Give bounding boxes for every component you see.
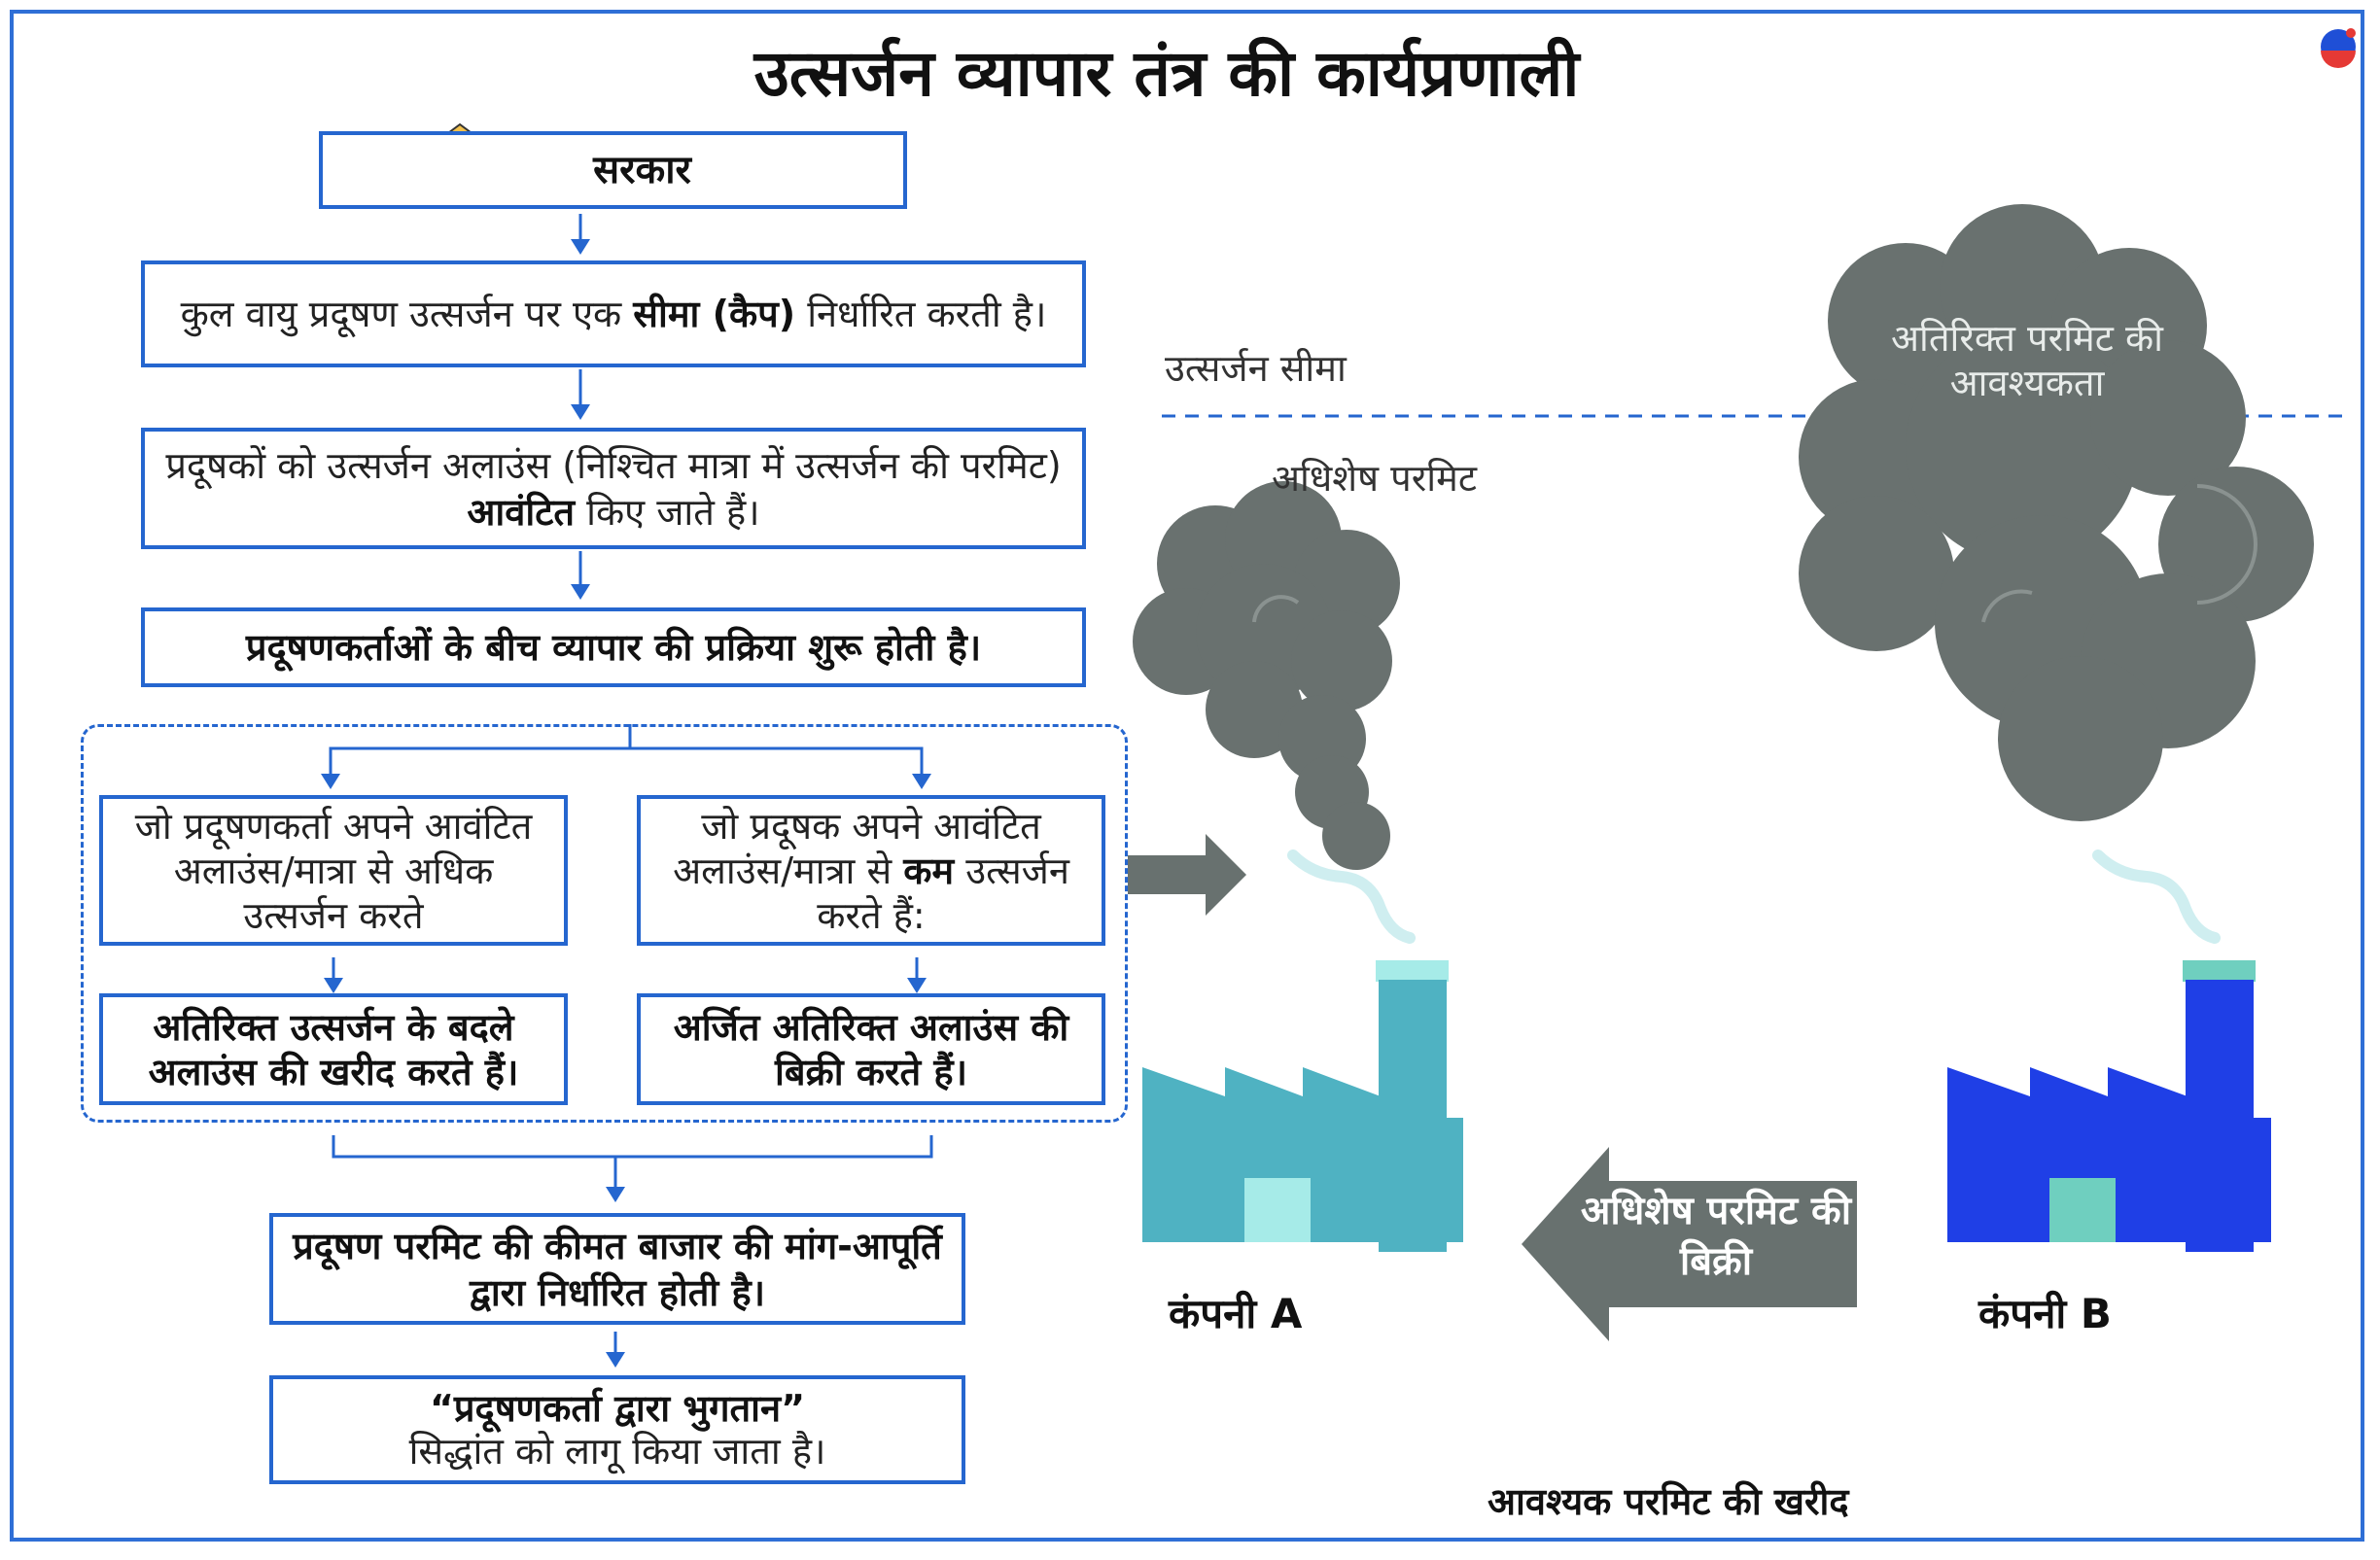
- company-b-label: कंपनी B: [1978, 1290, 2112, 1337]
- sell-text: अर्जित अतिरिक्त अलाउंस की बिक्री करते हैं।: [673, 1005, 1069, 1093]
- sale-arrow-label: अधिशेष परमिट की बिक्री: [1580, 1189, 1852, 1284]
- price-box: [269, 1213, 965, 1325]
- sell-box: [637, 993, 1105, 1105]
- less-emitter-box: [637, 795, 1105, 946]
- government-label: सरकार: [593, 148, 691, 192]
- purchase-caption: आवश्यक परमिट की खरीद: [1488, 1480, 1849, 1523]
- ppp-rest: सिद्धांत को लागू किया जाता है।: [408, 1430, 826, 1473]
- buy-text: अतिरिक्त उत्सर्जन के बदले अलाउंस की खरीद करते हैं।: [148, 1005, 519, 1093]
- government-box: [319, 131, 907, 209]
- more-emitter-box: [99, 795, 568, 946]
- smoke-cloud-b: [1799, 204, 2314, 821]
- cap-box: [141, 260, 1086, 367]
- page-title: उत्सर्जन व्यापार तंत्र की कार्यप्रणाली: [753, 36, 1580, 111]
- cap-text: कुल वायु प्रदूषण उत्सर्जन पर एक सीमा (कैप) निर्धारित करती है।: [180, 293, 1047, 335]
- allotment-box: [141, 428, 1086, 549]
- more-emitter-text: जो प्रदूषणकर्ता अपने आवंटित अलाउंस/मात्रा से अधिक उत्सर्जन करते: [134, 804, 533, 937]
- company-a-label: कंपनी A: [1169, 1290, 1303, 1337]
- brand-logo-icon: [2321, 28, 2356, 68]
- ppp-box: [269, 1375, 965, 1484]
- ppp-quote: “प्रदूषणकर्ता द्वारा भुगतान”: [429, 1387, 806, 1430]
- factory-a-icon: [1142, 960, 1463, 1252]
- price-text: प्रदूषण परमिट की कीमत बाजार की मांग-आपूर्ति द्वारा निर्धारित होती है।: [293, 1224, 942, 1314]
- right-arrow-icon: [1128, 834, 1246, 916]
- trading-box: [141, 607, 1086, 687]
- buy-box: [99, 993, 568, 1105]
- surplus-permit-label: अधिशेष परमिट: [1272, 457, 1477, 500]
- less-emitter-text: जो प्रदूषक अपने आवंटित अलाउंस/मात्रा से कम उत्सर्जन करते हैं:: [673, 804, 1069, 937]
- emission-limit-label: उत्सर्जन सीमा: [1165, 347, 1347, 390]
- smoke-cloud-a: [1133, 481, 1400, 870]
- allotment-text: प्रदूषकों को उत्सर्जन अलाउंस (निश्चित मात्रा में उत्सर्जन की परमिट) आवंटित किए जाते हैं।: [165, 443, 1062, 534]
- factory-b-icon: [1947, 960, 2271, 1252]
- trading-text: प्रदूषणकर्ताओं के बीच व्यापार की प्रक्रिया शुरू होती है।: [245, 626, 982, 669]
- extra-permit-label: अतिरिक्त परमिट की आवश्यकता: [1891, 317, 2163, 404]
